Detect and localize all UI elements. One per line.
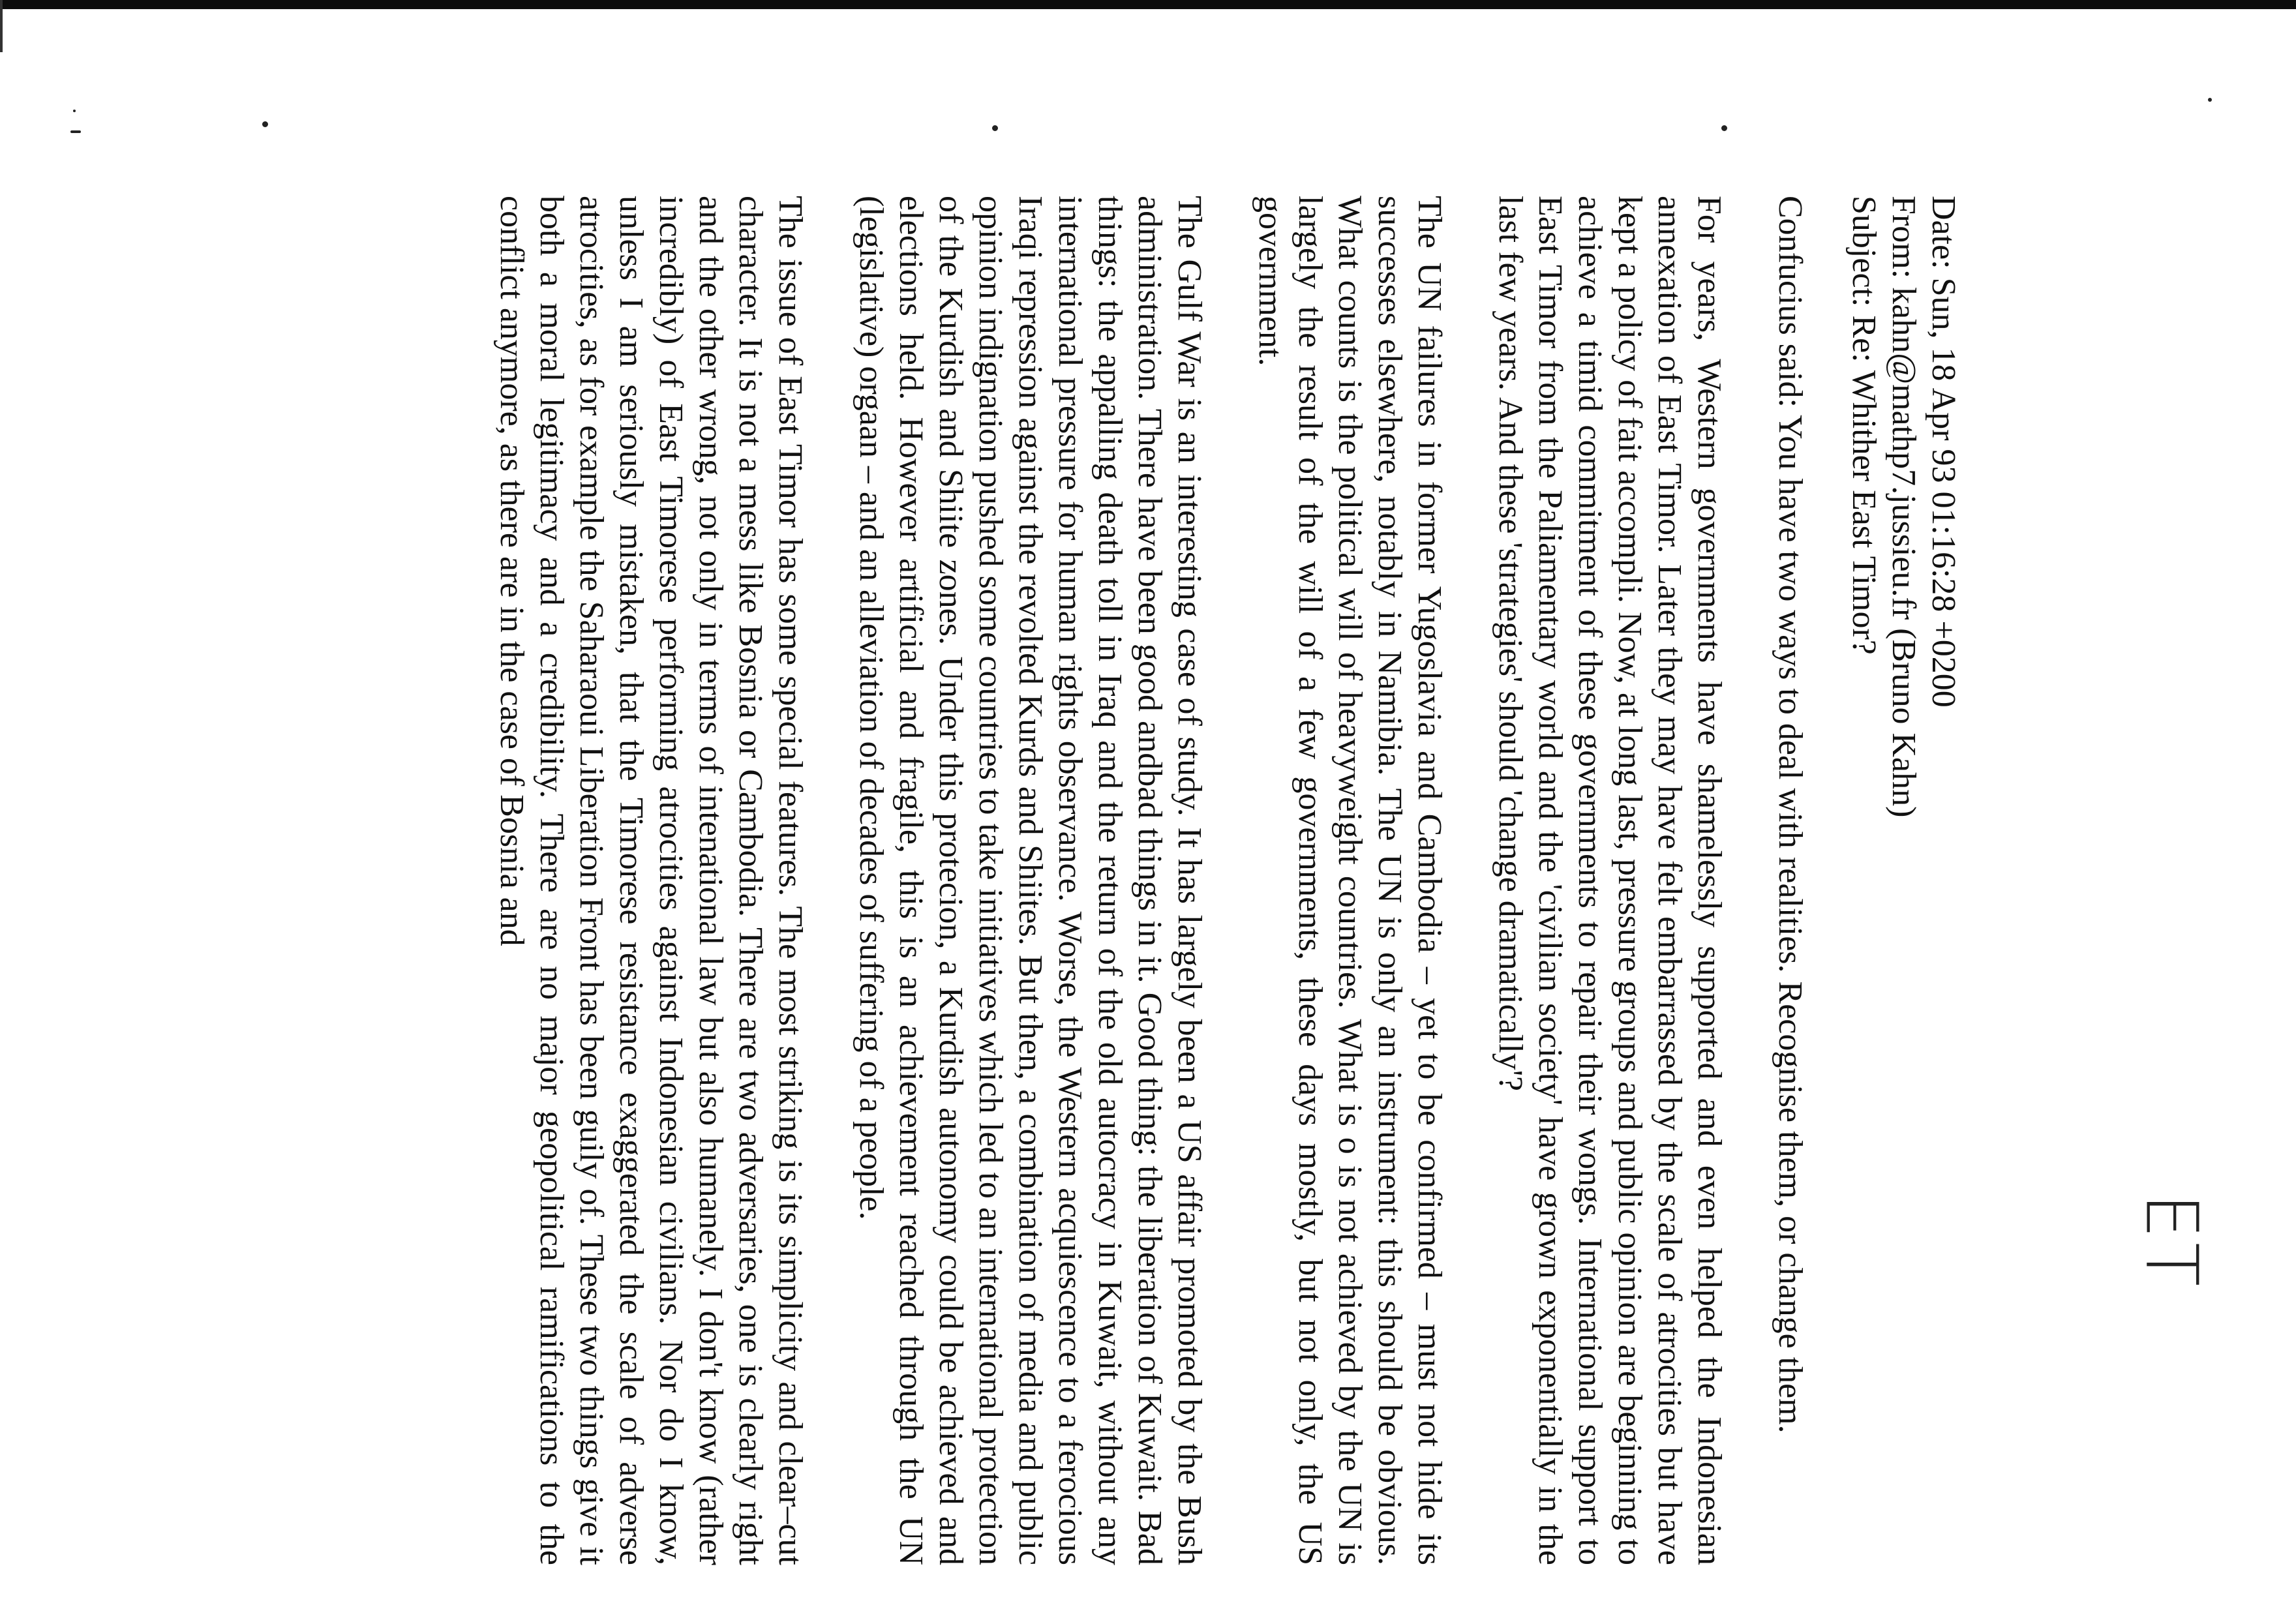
- body-paragraph: The Gulf War is an interesting case of study. It has largely been a US affair promoted by the Bush administration. There have been good andbad things in it. Good thing: the liberation of Kuwait. Bad things: the appalling death toll in Iraq and the return of the old autocracy in Kuwait, without any international pressure for human rights observance. Worse, the Western acquiescence to a ferocious Iraqi repression against the revolted Kurds and Shiites. But then, a combination of media and public opinion indignation pushed some countries to take initiatives which led to an international protection of the Kurdish and Shiite zones. Under this protecion, a Kurdish autonomy could be achieved and elections held. However artificial and fragile, this is an achievement reached through the UN (legislative) orgaan – and an alleviation of decades of suffering of a people.: [853, 196, 1208, 1565]
- scan-speck: [992, 125, 998, 131]
- email-from: From: kahn@mathp7.jussieu.fr (Bruno Kahn): [1885, 196, 1922, 818]
- scan-speck: [1721, 125, 1727, 131]
- body-paragraph: The issue of East Timor has some special features. The most striking is its simplicity and clear–cut character. It is not a mess like Bosnia or Cambodia. There are two adversaries, one is clearly right and the other wrong, not only in terms of intenational law but also humanely. I don't know (rather incredibly) of East Timorese performing atrocities against Indonesian civilians. Nor do I know, unless I am seriously mistaken, that the Timorese resistance exaggerated the scale of adverse atrocities, as for example the Saharaoui Liberation Front has been guily of. These two things give it both a moral legitimacy and a credibility. There are no major geopolitical ramifications to the conflict anymore, as there are in the case of Bosnia and: [493, 196, 809, 1565]
- body-paragraph: Confucius said: You have two ways to deal with realities. Recognise them, or change them.: [1772, 196, 1809, 1434]
- scan-speck: [2208, 98, 2212, 102]
- email-subject: Subject: Re: Whither East Timor?: [1845, 196, 1882, 655]
- email-header: [1844, 196, 1963, 1565]
- scan-speck: [73, 110, 76, 112]
- scan-speck: [262, 121, 268, 127]
- scan-speck: [70, 130, 81, 133]
- handwritten-annotation: ET: [2130, 1193, 2214, 1291]
- body-paragraph: The UN failures in former Yugoslavia and Cambodia – yet to be confirmed – must not hide its successes elsewhere, notably in Namibia. The UN is only an instrument: this should be obvious. What counts is the political will of heavyweight countries. What is o is not achieved by the UN is largely the result of the will of a few governments, these days mostly, but not only, the US government.: [1252, 196, 1448, 1565]
- email-printout: [346, 196, 1963, 1565]
- email-date: Date: Sun, 18 Apr 93 01:16:28 +0200: [1925, 196, 1962, 708]
- body-paragraph: For years, Western governments have shamelessly supported and even helped the Indonesian annexation of East Timor. Later they may have felt embarrassed by the scale of atrocities but have kept a policy of fait accompli. Now, at long last, pressure groups and public opinion are beginning to achieve a timid commitment of these governments to repair their wongs. International support to East Timor from the Paliamentary world and the 'civilian society' have grown exponentially in the last few years. And these 'strategies' should 'change dramatically'?: [1492, 196, 1728, 1565]
- scanner-top-edge: [0, 0, 2296, 9]
- scanner-left-edge: [0, 0, 3, 52]
